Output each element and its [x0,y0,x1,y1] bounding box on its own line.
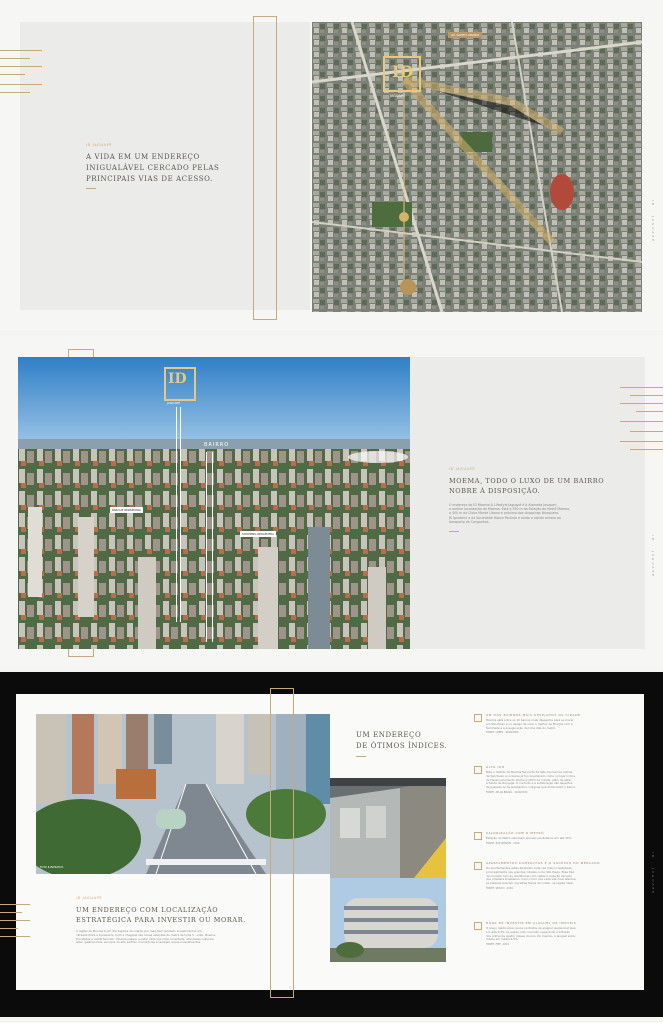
chart-icon [474,766,482,774]
index-item: HORA DE INVESTIR EM ALUGUEL DE IMÓVEIS O preço médio para novos contratos de aluguel residencial teve um alta 0,3% na queda. Isto concreto, superando a inflação dos primeiros quatro meses do ano. Do mesmo, o aluguel subiu média em média 2,5%. FONTE: FIPE · 2019 [474,920,634,966]
body-text: A região de Moema é um dos lugares da cidade que mais tem recebido investimentos em infraestrutura e transporte. Com a chegada das novas estações de metrô da linha 5 - Lilás, Moema, Eucaliptos e AACD Servidor, Moema passou a estar cada vez mais conectada, atividades culturais, lazer, gastronomia, serviços de alto padrão, mercadores e também novos investimentos. [76,929,216,945]
map-tag: AV. SANTO AMARO [448,32,482,38]
city-photo [18,357,410,649]
label-shopping: SHOPPING IBIRAPUERA [242,532,274,536]
house-icon [474,714,482,722]
section-heading: MOEMA, TODO O LUXO DE UM BAIRRO NOBRE À DISPOSIÇÃO. [449,477,605,495]
percent-icon [474,922,482,930]
index-item: APARTAMENTOS COMPACTOS E O SUCESSO DO MERCADO Os apartamentos estão atrelados cada vez mais investidores, principalmente nas grandes cidades como São Paulo. Esse tipo de morador tem as residências com vistas à redução de tudo dos cidadãos brasileiros. Com o foco dos cada vez mais atentos, as pessoas buscam moradias fáceis de cuidar, na região ideal. FONTE: SECOVI · 2019 [474,860,634,920]
gold-frame [270,688,294,998]
spread-3: FOTO ILUSTRATIVA ID JAGUAPÉ UM ENDEREÇO COM LOCALIZAÇÃO ESTRATÉGICA PARA INVESTIR OU MORAR. A região de Moema é um dos lugares da cidade que mais tem recebido investimentos em infraestrutura e transporte. Com a chegada das novas estações de metrô da linha 5 - Lilás, Moema, Eucaliptos e AACD Servidor, Moema passou a estar cada vez mais conectada, atividades culturais, lazer, gastronomia, serviços de alto padrão, mercadores e também novos investimentos. UM ENDEREÇO DE ÓTIMOS ÍNDICES. UM DOS BAIRROS MAIS DESEJADOS DA CIDADE Moema está entre os 10 bairros mais desejados para se morar em São Paulo e no desejo de viver o melhor de Moema com a facilidade e a inauguração da linha lilás do metrô. FONTE: LOPES · 2019/2020 ALTO IDH Mais o distrito de Moema faz parte da lista dos bairros nobres de São Paulo e inclusive já foi considerado como o maior Índice de Desenvolvimento Humano (IDH) da cidade, além de estar à frente da Noruega. O conforto e a sofisticação são aspectos de pessoas os de substantivo indígena que dominaram o bairro. FONTE: ATLAS BRASIL · 2010/2013 VALORIZAÇÃO COM O METRÔ Estação do Metrô valorizam imóveis paulistanos em até 30%. FONTE: ZAP IMÓVEIS · 2019 APARTAMENTOS COMPACTOS E O SUCESSO DO MERCADO Os apartamentos estão atrelados cada vez mais investidores, principalmente nas grandes cidades como São Paulo. Esse tipo de morador tem as residências com vistas à redução de tudo dos cidadãos brasileiros. Com o foco dos cada vez mais atentos, as pessoas buscam moradias fáceis de cuidar, na região ideal. FONTE: SECOVI · 2019 HORA DE INVESTIR EM ALUGUEL DE IMÓVEIS O preço médio para novos contratos de aluguel residencial teve um alta 0,3% na queda. Isto concreto, superando a inflação dos primeiros quatro meses do ano. Do mesmo, o aluguel subiu média em média 2,5%. FONTE: FIPE · 2019 ID · JAGUAPÉ [0,672,663,1017]
map-logo: ID [392,62,414,81]
map-logo-sub: JAGUAPÉ [390,94,406,98]
eyebrow: ID JAGUAPÉ [86,143,113,147]
aerial-map-photo [312,22,642,312]
photo-logo-sub: JAGUAPÉ [167,401,181,405]
photo-caption: FOTO ILUSTRATIVA [40,866,64,869]
label-bairro: BAIRRO [204,442,230,448]
index-list [474,712,634,966]
eyebrow: ID JAGUAPÉ [449,467,476,471]
spread-1: ID JAGUAPÉ A VIDA EM UM ENDEREÇO INIGUALÁVEL CERCADO PELAS PRINCIPAIS VIAS DE ACESSO. ID JAGUAPÉ AV. SANTO AMARO ID · JAGUAPÉ [0,0,663,330]
gold-frame [253,16,277,320]
index-item: VALORIZAÇÃO COM O METRÔ Estação do Metrô valorizam imóveis paulistanos em até 30%. FONTE: ZAP IMÓVEIS · 2019 [474,830,634,860]
spread-2: ID JAGUAPÉ BAIRRO PARQUE IBIRAPUERA SHOPPING IBIRAPUERA ID JAGUAPÉ MOEMA, TODO O LUXO DE UM BAIRRO NOBRE À DISPOSIÇÃO. O endereço do ID Moema & Lifestyle Jaguapé é à Alameda Jauaperi, a melhor localização de Moema. Está a 350 m da Estação do Metrô Moema, a 400 m do Clube Monte Líbano e próximo dos shoppings Ibirapuera, JK Iguatemi e da Sociedade Hípica Paulista e ainda a rápido acesso ao Aeroporto de Congonhas. ID · JAGUAPÉ [0,335,663,668]
building-photo [330,878,446,962]
section-heading: UM ENDEREÇO COM LOCALIZAÇÃO ESTRATÉGICA PARA INVESTIR OU MORAR. [76,906,246,924]
index-item: UM DOS BAIRROS MAIS DESEJADOS DA CIDADE Moema está entre os 10 bairros mais desejados para se morar em São Paulo e no desejo de viver o melhor de Moema com a facilidade e a inauguração da linha lilás do metrô. FONTE: LOPES · 2019/2020 [474,712,634,764]
label-ibirapuera: PARQUE IBIRAPUERA [112,508,141,512]
index-item: ALTO IDH Mais o distrito de Moema faz parte da lista dos bairros nobres de São Paulo e inclusive já foi considerado como o maior Índice de Desenvolvimento Humano (IDH) da cidade, além de estar à frente da Noruega. O conforto e a sofisticação são aspectos de pessoas os de substantivo indígena que dominaram o bairro. FONTE: ATLAS BRASIL · 2010/2013 [474,764,634,830]
body-text: O endereço do ID Moema & Lifestyle Jaguapé é à Alameda Jauaperi, a melhor localização de Moema. Está a 350 m da Estação do Metrô Moema, a 400 m do Clube Monte Líbano e próximo dos shoppings Ibirapuera, JK Iguatemi e da Sociedade Hípica Paulista e ainda a rápido acesso ao Aeroporto de Congonhas. [449,503,571,524]
photo-logo: ID [168,371,187,387]
section-heading: A VIDA EM UM ENDEREÇO INIGUALÁVEL CERCADO PELAS PRINCIPAIS VIAS DE ACESSO. [86,153,220,183]
metro-photo [330,778,446,878]
coins-icon [474,832,482,840]
eyebrow: ID JAGUAPÉ [76,896,103,900]
mid-heading: UM ENDEREÇO DE ÓTIMOS ÍNDICES. [356,731,448,750]
building-icon [474,862,482,870]
